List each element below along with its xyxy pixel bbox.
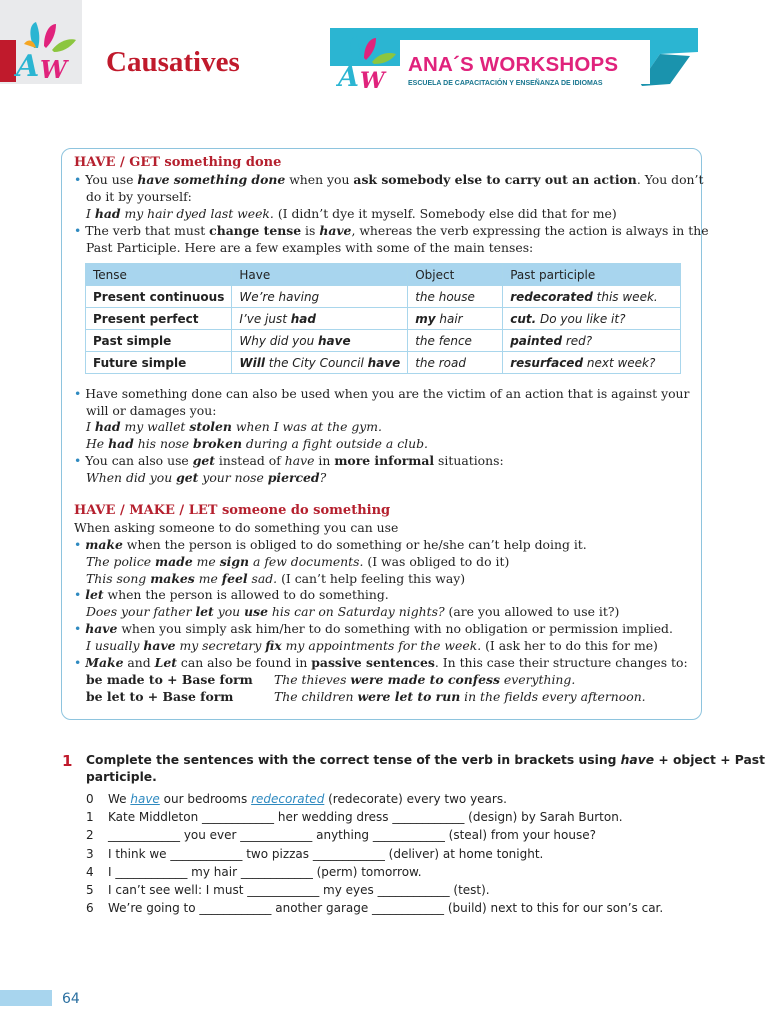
example-line: This song makes me feel sad. (I can’t help feeling this way) <box>86 571 466 586</box>
banner-subtitle: ESCUELA DE CAPACITACIÓN Y ENSEÑANZA DE IDIOMAS <box>408 80 603 87</box>
exercise-item[interactable]: 4 I ____________ my hair ____________ (perm) tomorrow. <box>86 865 422 879</box>
example-line: When did you get your nose pierced? <box>86 470 327 485</box>
bullet-icon: • <box>74 386 86 401</box>
bullet-let: • let when the person is allowed to do something. <box>74 587 389 602</box>
page-number: 64 <box>62 991 80 1007</box>
bullet-icon: • <box>74 453 86 468</box>
section-intro: When asking someone to do something you can use <box>74 520 399 535</box>
past-participle-cell: cut. Do you like it? <box>503 308 681 330</box>
example-line: I had my wallet stolen when I was at the gym. <box>86 419 382 434</box>
have-cell: I’ve just had <box>232 308 408 330</box>
bullet-icon: • <box>74 655 86 670</box>
example-line: I usually have my secretary fix my appointments for the week. (I ask her to do this for me) <box>86 638 658 653</box>
tense-cell: Past simple <box>86 330 232 352</box>
formula-be-let-to: be let to + Base form <box>86 689 234 704</box>
object-cell: the fence <box>408 330 503 352</box>
svg-text:W: W <box>40 55 67 84</box>
bullet-have: • have when you simply ask him/her to do something with no obligation or permission implied. <box>74 621 673 636</box>
table-header-row <box>86 264 681 286</box>
exercise-item[interactable]: 3 I think we ____________ two pizzas ____________ (deliver) at home tonight. <box>86 847 544 861</box>
bullet-victim: • Have something done can also be used when you are the victim of an action that is against your <box>74 386 690 401</box>
banner-aw-logo-icon <box>336 34 408 94</box>
bullet-line: Past Participle. Here are a few examples with some of the main tenses: <box>86 240 534 255</box>
have-cell: Will the City Council have <box>232 352 408 374</box>
past-participle-cell: resurfaced next week? <box>503 352 681 374</box>
exercise-item[interactable]: 2 ____________ you ever ____________ anything ____________ (steal) from your house? <box>86 828 596 842</box>
example-line: Does your father let you use his car on Saturday nights? (are you allowed to use it?) <box>86 604 620 619</box>
svg-text:A: A <box>338 62 359 93</box>
table-header-cell: Past participle <box>503 264 681 286</box>
bullet-icon: • <box>74 621 86 636</box>
tense-cell: Present perfect <box>86 308 232 330</box>
exercise-example-row: 0 We have our bedrooms redecorated (redecorate) every two years. <box>86 792 507 806</box>
bullet-have-something-done: • You use have something done when you ask somebody else to carry out an action. You don’t <box>74 172 704 187</box>
tense-cell: Present continuous <box>86 286 232 308</box>
page-number-bar <box>0 990 52 1006</box>
bullet-passive: • Make and Let can also be found in passive sentences. In this case their structure changes to: <box>74 655 688 670</box>
object-cell: the house <box>408 286 503 308</box>
section-heading-have-make-let: HAVE / MAKE / LET someone do something <box>74 503 391 518</box>
bullet-line: do it by yourself: <box>86 189 192 204</box>
have-cell: We’re having <box>232 286 408 308</box>
exercise-item[interactable]: 5 I can’t see well: I must ____________ my eyes ____________ (test). <box>86 883 490 897</box>
table-header-cell: Tense <box>86 264 232 286</box>
section-heading-have-get: HAVE / GET something done <box>74 155 282 170</box>
page-title: Causatives <box>106 46 240 78</box>
exercise-item[interactable]: 1 Kate Middleton ____________ her wedding dress ____________ (design) by Sarah Burton. <box>86 810 623 824</box>
table-header-cell: Object <box>408 264 503 286</box>
tenses-table <box>85 263 681 374</box>
past-participle-cell: painted red? <box>503 330 681 352</box>
svg-text:W: W <box>360 68 385 94</box>
exercise-instruction-line2: participle. <box>86 770 157 784</box>
table-row <box>86 330 681 352</box>
exercise-instruction: Complete the sentences with the correct tense of the verb in brackets using have + object + Past <box>86 753 765 767</box>
have-cell: Why did you have <box>232 330 408 352</box>
aw-logo-icon <box>14 18 86 84</box>
object-cell: my hair <box>408 308 503 330</box>
table-row <box>86 308 681 330</box>
bullet-change-tense: • The verb that must change tense is have, whereas the verb expressing the action is always in the <box>74 223 709 238</box>
bullet-get-informal: • You can also use get instead of have in more informal situations: <box>74 453 504 468</box>
formula-be-made-to: be made to + Base form <box>86 672 253 687</box>
example-line: He had his nose broken during a fight outside a club. <box>86 436 428 451</box>
exercise-item[interactable]: 6 We’re going to ____________ another garage ____________ (build) next to this for our son’s car. <box>86 901 664 915</box>
tense-cell: Future simple <box>86 352 232 374</box>
example-line: I had my hair dyed last week. (I didn’t dye it myself. Somebody else did that for me) <box>86 206 617 221</box>
svg-text:A: A <box>16 49 40 84</box>
example-line: The police made me sign a few documents. (I was obliged to do it) <box>86 554 510 569</box>
bullet-icon: • <box>74 172 86 187</box>
table-row <box>86 352 681 374</box>
bullet-make: • make when the person is obliged to do something or he/she can’t help doing it. <box>74 537 587 552</box>
table-header-cell: Have <box>232 264 408 286</box>
past-participle-cell: redecorated this week. <box>503 286 681 308</box>
example-line: The children were let to run in the fields every afternoon. <box>274 689 646 704</box>
table-row <box>86 286 681 308</box>
bullet-line: will or damages you: <box>86 403 217 418</box>
bullet-icon: • <box>74 223 86 238</box>
exercise-number: 1 <box>62 752 73 770</box>
banner-title: ANA´S WORKSHOPS <box>408 53 619 76</box>
example-line: The thieves were made to confess everything. <box>274 672 576 687</box>
object-cell: the road <box>408 352 503 374</box>
bullet-icon: • <box>74 537 86 552</box>
bullet-icon: • <box>74 587 86 602</box>
